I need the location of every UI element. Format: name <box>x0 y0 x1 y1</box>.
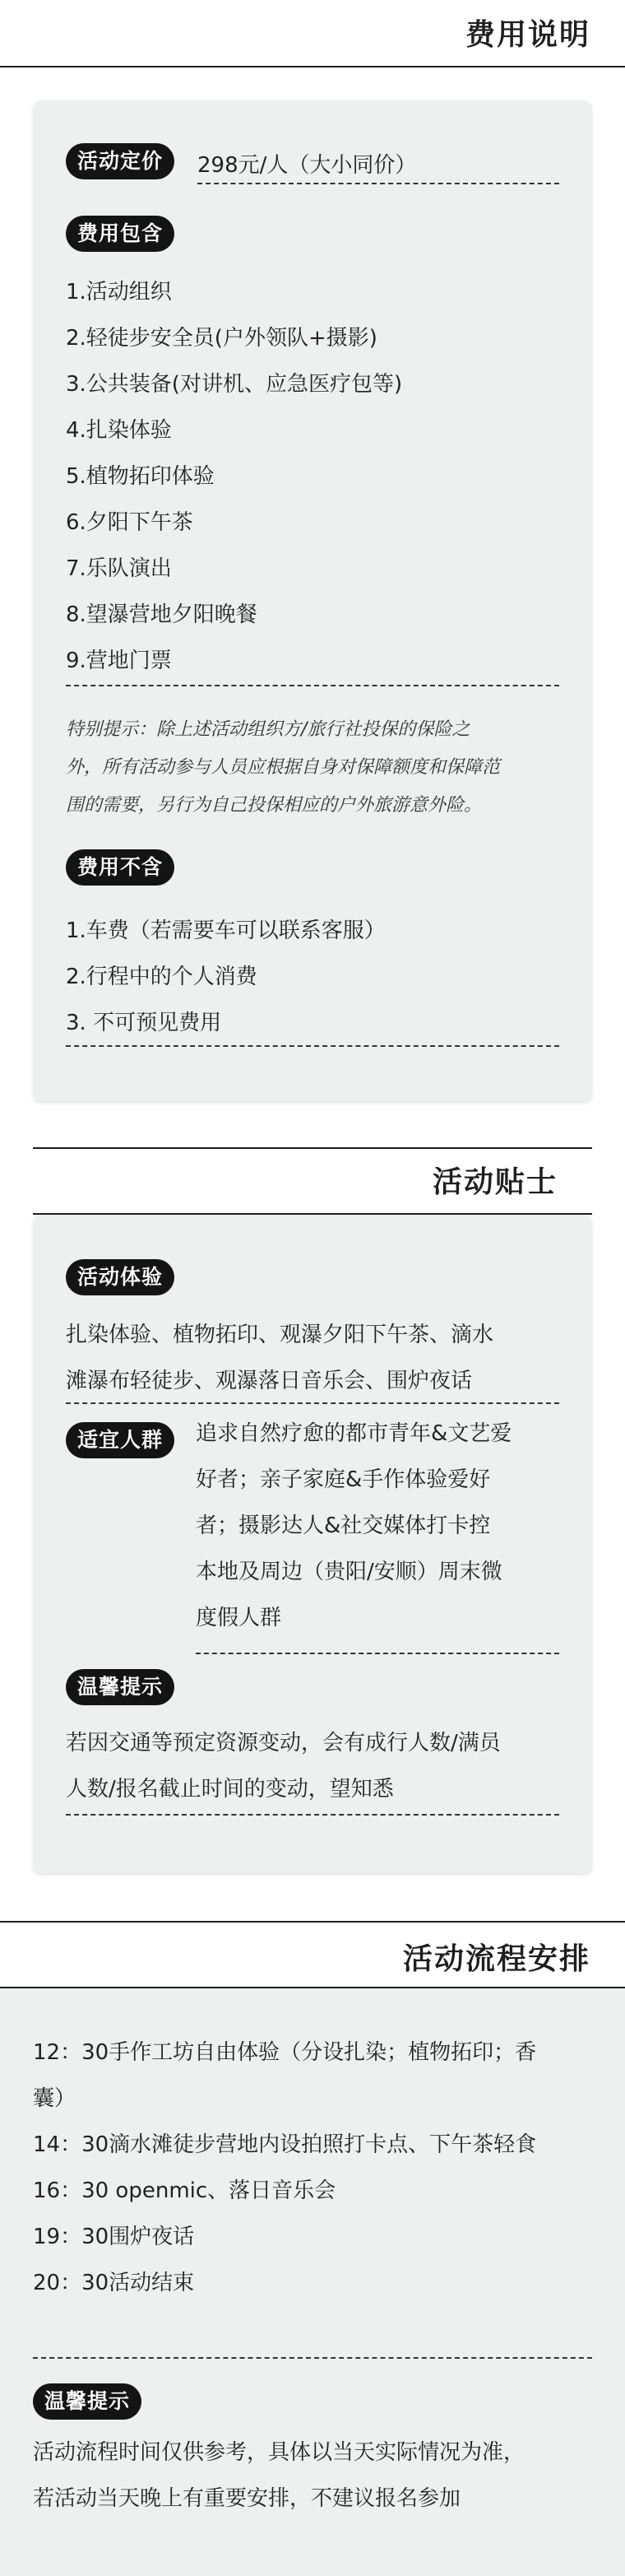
included-item: 9.营地门票 <box>66 649 172 673</box>
schedule-reminder-line: 若活动当天晚上有重要安排，不建议报名参加 <box>33 2486 461 2511</box>
schedule-reminder-label-badge: 温馨提示 <box>33 2383 141 2420</box>
schedule-item: 12：30手作工坊自由体验（分设扎染；植物拓印；香 <box>33 2040 537 2065</box>
tips-header <box>0 1147 625 1215</box>
audience-line: 追求自然疗愈的都市青年&文艺爱 <box>196 1421 512 1446</box>
experience-label-badge: 活动体验 <box>66 1259 174 1295</box>
audience-line: 度假人群 <box>196 1606 282 1630</box>
included-divider <box>66 685 559 686</box>
fees-header-rule <box>0 66 625 67</box>
audience-text <box>196 1411 566 1641</box>
special-note-line: 外，所有活动参与人员应根据自身对保障额度和保障范 <box>66 757 501 778</box>
excluded-item: 2.行程中的个人消费 <box>66 965 257 989</box>
included-item: 1.活动组织 <box>66 280 172 305</box>
schedule-title: 活动流程安排 <box>402 1942 590 1976</box>
special-note-line: 特别提示：除上述活动组织方/旅行社投保的保险之 <box>66 719 470 740</box>
special-note <box>66 711 567 825</box>
price-label-badge: 活动定价 <box>66 143 174 179</box>
experience-text <box>66 1312 567 1404</box>
schedule-item: 16：30 openmic、落日音乐会 <box>33 2178 336 2203</box>
audience-line: 本地及周边（贵阳/安顺）周末微 <box>196 1560 502 1584</box>
excluded-item: 3. 不可预见费用 <box>66 1011 222 1035</box>
schedule-header-top-rule <box>0 1921 625 1923</box>
tips-header-top-rule <box>33 1147 592 1149</box>
tips-reminder-divider <box>66 1814 559 1816</box>
experience-divider <box>66 1402 559 1404</box>
excluded-item: 1.车费（若需要车可以联系客服） <box>66 918 386 943</box>
tips-reminder-text <box>66 1720 567 1812</box>
schedule-item: 14：30滴水滩徒步营地内设拍照打卡点、下午茶轻食 <box>33 2132 537 2157</box>
price-divider <box>197 183 559 184</box>
experience-line: 滩瀑布轻徒步、观瀑落日音乐会、围炉夜话 <box>66 1369 473 1393</box>
schedule-list <box>33 2030 600 2306</box>
excluded-divider <box>66 1045 559 1047</box>
tips-card <box>33 1215 592 1873</box>
schedule-header <box>0 1921 625 1988</box>
excluded-label-badge: 费用不含 <box>66 849 174 886</box>
schedule-item: 囊） <box>33 2086 76 2111</box>
tips-reminder-line: 若因交通等预定资源变动，会有成行人数/满员 <box>66 1731 501 1755</box>
included-item: 4.扎染体验 <box>66 418 172 443</box>
included-item: 3.公共装备(对讲机、应急医疗包等) <box>66 372 403 397</box>
included-item: 6.夕阳下午茶 <box>66 510 193 535</box>
included-item: 8.望瀑营地夕阳晚餐 <box>66 602 257 627</box>
audience-line: 者；摄影达人&社交媒体打卡控 <box>196 1514 491 1538</box>
audience-label-badge: 适宜人群 <box>66 1422 174 1458</box>
included-item: 2.轻徒步安全员(户外领队+摄影) <box>66 326 377 351</box>
audience-divider <box>196 1653 559 1654</box>
experience-line: 扎染体验、植物拓印、观瀑夕阳下午茶、滴水 <box>66 1323 494 1347</box>
schedule-reminder-line: 活动流程时间仅供参考，具体以当天实际情况为准， <box>33 2440 525 2465</box>
schedule-item: 19：30围炉夜话 <box>33 2225 195 2249</box>
schedule-reminder-text <box>33 2430 600 2522</box>
fees-card <box>33 100 592 1101</box>
included-label-badge: 费用包含 <box>66 216 174 252</box>
included-item: 7.乐队演出 <box>66 556 172 581</box>
schedule-item: 20：30活动结束 <box>33 2271 195 2295</box>
schedule-panel <box>0 1988 625 2576</box>
tips-reminder-label-badge: 温馨提示 <box>66 1669 174 1705</box>
audience-line: 好者；亲子家庭&手作体验爱好 <box>196 1467 491 1492</box>
price-value: 298元/人（大小同价） <box>197 153 417 178</box>
fees-header <box>0 0 625 67</box>
tips-title: 活动贴士 <box>432 1165 558 1199</box>
included-item: 5.植物拓印体验 <box>66 464 215 489</box>
tips-reminder-line: 人数/报名截止时间的变动，望知悉 <box>66 1777 394 1802</box>
schedule-divider <box>33 2357 592 2359</box>
fees-title: 费用说明 <box>465 18 590 52</box>
special-note-line: 围的需要，另行为自己投保相应的户外旅游意外险。 <box>66 795 483 816</box>
